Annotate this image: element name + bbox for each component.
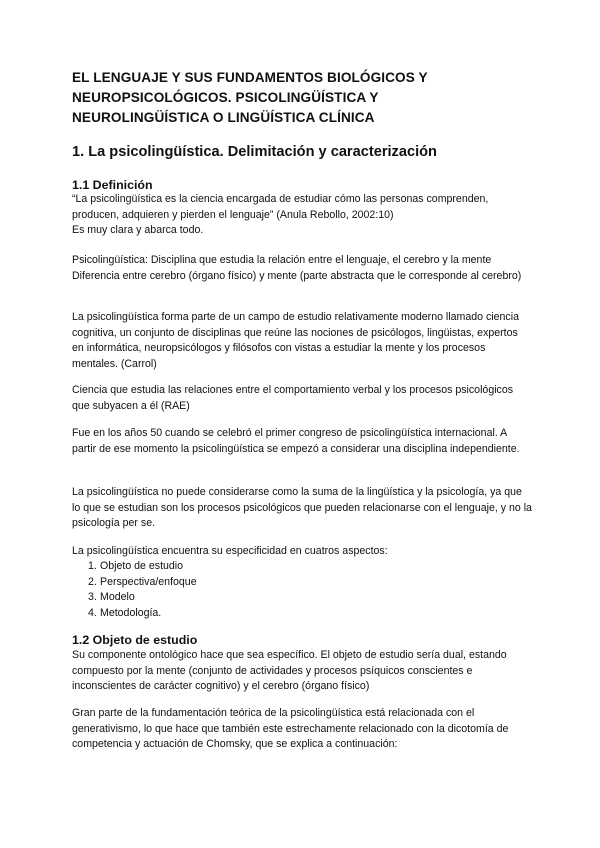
paragraph-carrol: La psicolingüística forma parte de un campo de estudio relativamente moderno llamado ciencia cognitiva, un conjunto de disciplinas que reúne las nociones de psicólogos, lingüistas, expertos en informática, neuropsicólogos y filósofos con vistas a estudiar la mente y los procesos mentales. (Carrol): [72, 311, 519, 370]
section-1-heading: 1. La psicolingüística. Delimitación y caracterización: [72, 144, 437, 160]
paragraph-aspects-intro: La psicolingüística encuentra su especificidad en cuatros aspectos:: [72, 545, 388, 557]
list-item: 1. Objeto de estudio: [88, 560, 184, 572]
paragraph-history: Fue en los años 50 cuando se celebró el primer congreso de psicolingüística internacional. A partir de ese momento la psicolingüística se empezó a considerar una disciplina independiente.: [72, 427, 520, 455]
document-title: [72, 68, 428, 128]
paragraph-chomsky: Gran parte de la fundamentación teórica de la psicolingüística está relacionada con el generativismo, lo que hace que también este estrechamente relacionado con la dicotomía de competencia y actuación de Chomsky, que se explica a continuación:: [72, 707, 509, 751]
title-line-3: NEUROLINGÜÍSTICA O LINGÜÍSTICA CLÍNICA: [72, 110, 375, 125]
definition-2-line-1: Psicolingüística: Disciplina que estudia la relación entre el lenguaje, el cerebro y la mente: [72, 254, 492, 266]
paragraph-sum: La psicolingüística no puede considerarse como la suma de la lingüística y la psicología, ya que lo que se estudian son los procesos psicológicos que pueden relacionarse con el lenguaje, y no la psicología per se.: [72, 486, 532, 530]
aspects-list: [72, 559, 197, 621]
subsection-1-1-heading: 1.1 Definición: [72, 178, 153, 192]
subsection-1-2-heading: 1.2 Objeto de estudio: [72, 633, 198, 647]
paragraph-rae: Ciencia que estudia las relaciones entre el comportamiento verbal y los procesos psicológicos que subyacen a él (RAE): [72, 384, 514, 412]
list-item: 4. Metodología.: [88, 606, 162, 619]
definition-2-line-2: Diferencia entre cerebro (órgano físico) y mente (parte abstracta que le corresponde al cerebro): [72, 269, 522, 282]
list-item: 3. Modelo: [88, 591, 135, 604]
paragraph-object: Su componente ontológico hace que sea específico. El objeto de estudio sería dual, estando compuesto por la mente (conjunto de actividades y procesos psíquicos conscientes e inconscientes de carácter cognitivo) y el cerebro (órgano físico): [72, 649, 507, 693]
title-line-2: NEUROPSICOLÓGICOS. PSICOLINGÜÍSTICA Y: [72, 90, 379, 105]
definition-quote: “La psicolingüística es la ciencia encargada de estudiar cómo las personas comprenden, producen, adquieren y pierden el lenguaje” (Anula Rebollo, 2002:10): [72, 193, 489, 221]
definition-note: Es muy clara y abarca todo.: [72, 224, 204, 236]
title-line-1: EL LENGUAJE Y SUS FUNDAMENTOS BIOLÓGICOS Y: [72, 70, 428, 85]
list-item: 2. Perspectiva/enfoque: [88, 575, 197, 588]
definition-2: [72, 253, 532, 284]
